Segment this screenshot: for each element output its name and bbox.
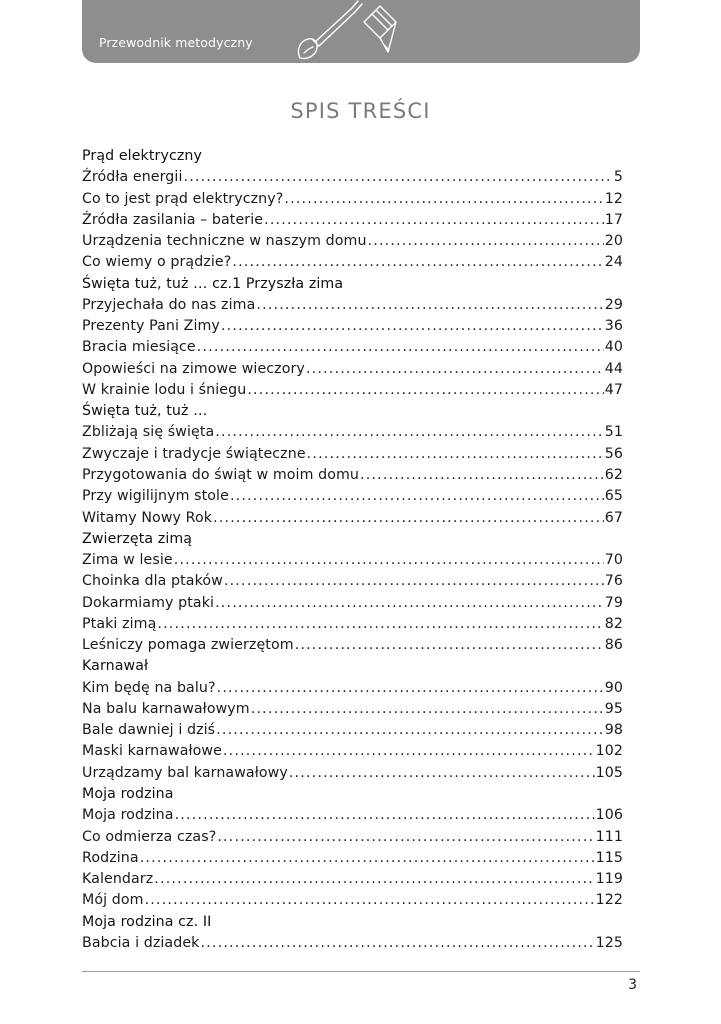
paintbrush-pencil-icon	[292, 0, 422, 63]
dot-leader	[217, 827, 594, 848]
toc-entry	[82, 550, 623, 571]
dot-leader	[232, 252, 603, 273]
entry-title: Na balu karnawałowym	[82, 700, 250, 717]
entry-page-number: 47	[604, 381, 623, 398]
entry-page-number: 102	[595, 743, 623, 760]
entry-page-number: 95	[604, 700, 623, 717]
entry-title: Maski karnawałowe	[82, 743, 222, 760]
dot-leader	[157, 614, 603, 635]
toc-section-heading	[82, 656, 623, 677]
entry-title: Przy wigilijnym stole	[82, 488, 229, 505]
entry-page-number: 115	[595, 849, 623, 866]
toc-entry	[82, 465, 623, 486]
entry-title: Urządzenia techniczne w naszym domu	[82, 233, 367, 250]
entry-page-number: 5	[613, 169, 623, 186]
entry-title: Bale dawniej i dziś	[82, 722, 216, 739]
entry-page-number: 111	[595, 828, 623, 845]
dot-leader	[145, 890, 595, 911]
entry-page-number: 67	[604, 509, 623, 526]
toc-entry	[82, 380, 623, 401]
dot-leader	[223, 741, 595, 762]
dot-leader	[368, 231, 604, 252]
toc-entry	[82, 827, 623, 848]
entry-page-number: 98	[604, 722, 623, 739]
dot-leader	[216, 720, 604, 741]
toc-entry	[82, 252, 623, 273]
entry-title: Zwyczaje i tradycje świąteczne	[82, 445, 306, 462]
toc-entry	[82, 189, 623, 210]
entry-title: Co odmierza czas?	[82, 828, 217, 845]
entry-title: Co wiemy o prądzie?	[82, 254, 232, 271]
entry-title: Źródła zasilania – baterie	[82, 211, 264, 228]
dot-leader	[284, 189, 603, 210]
toc-section-heading	[82, 146, 623, 167]
section-title: Zwierzęta zimą	[82, 530, 193, 547]
toc-entry	[82, 359, 623, 380]
entry-page-number: 79	[604, 594, 623, 611]
entry-page-number: 20	[604, 233, 623, 250]
toc-entry	[82, 593, 623, 614]
entry-title: Mój dom	[82, 892, 144, 909]
dot-leader	[215, 422, 603, 443]
footer-divider	[82, 971, 640, 972]
toc-entry	[82, 337, 623, 358]
dot-leader	[217, 678, 604, 699]
entry-title: Zbliżają się święta	[82, 424, 215, 441]
entry-title: Urządzamy bal karnawałowy	[82, 764, 288, 781]
toc-entry	[82, 848, 623, 869]
entry-title: Kalendarz	[82, 871, 154, 888]
dot-leader	[154, 869, 594, 890]
entry-title: Przygotowania do świąt w moim domu	[82, 466, 360, 483]
toc-entry	[82, 763, 623, 784]
entry-title: Prezenty Pani Zimy	[82, 318, 220, 335]
entry-title: Kim będę na balu?	[82, 679, 216, 696]
toc-entry	[82, 720, 623, 741]
toc-entry	[82, 167, 623, 188]
dot-leader	[306, 359, 604, 380]
entry-title: Bracia miesiące	[82, 339, 196, 356]
entry-page-number: 90	[604, 679, 623, 696]
entry-title: Co to jest prąd elektryczny?	[82, 190, 284, 207]
toc-entry	[82, 678, 623, 699]
dot-leader	[230, 486, 604, 507]
page-title: SPIS TREŚCI	[290, 99, 431, 123]
section-title: Święta tuż, tuż …	[82, 403, 208, 420]
toc-entry	[82, 614, 623, 635]
toc-section-heading	[82, 529, 623, 550]
entry-page-number: 12	[604, 190, 623, 207]
entry-page-number: 125	[595, 934, 623, 951]
entry-title: W krainie lodu i śniegu	[82, 381, 247, 398]
toc-entry	[82, 933, 623, 954]
section-title: Karnawał	[82, 658, 149, 675]
entry-page-number: 36	[604, 318, 623, 335]
dot-leader	[295, 635, 604, 656]
entry-page-number: 44	[604, 360, 623, 377]
dot-leader	[140, 848, 595, 869]
entry-page-number: 70	[604, 552, 623, 569]
toc-entry	[82, 422, 623, 443]
dot-leader	[183, 167, 612, 188]
toc-entry	[82, 699, 623, 720]
section-title: Święta tuż, tuż … cz.1 Przyszła zima	[82, 275, 344, 292]
toc-entry	[82, 486, 623, 507]
toc-section-heading	[82, 912, 623, 933]
section-title: Moja rodzina	[82, 785, 174, 802]
entry-title: Zima w lesie	[82, 552, 173, 569]
dot-leader	[264, 210, 604, 231]
toc-entry	[82, 890, 623, 911]
entry-title: Źródła energii	[82, 169, 183, 186]
dot-leader	[224, 571, 604, 592]
header-title: Przewodnik metodyczny	[99, 35, 253, 50]
entry-title: Babcia i dziadek	[82, 934, 200, 951]
entry-title: Witamy Nowy Rok	[82, 509, 213, 526]
entry-page-number: 76	[604, 573, 623, 590]
dot-leader	[200, 933, 594, 954]
dot-leader	[307, 444, 604, 465]
entry-title: Choinka dla ptaków	[82, 573, 223, 590]
entry-title: Opowieści na zimowe wieczory	[82, 360, 305, 377]
dot-leader	[175, 805, 595, 826]
toc-entry	[82, 231, 623, 252]
toc-entry	[82, 571, 623, 592]
toc-entry	[82, 316, 623, 337]
header-bar	[82, 0, 640, 63]
entry-page-number: 56	[604, 445, 623, 462]
toc-section-heading	[82, 274, 623, 295]
entry-page-number: 119	[595, 871, 623, 888]
entry-page-number: 24	[604, 254, 623, 271]
table-of-contents	[82, 146, 623, 954]
dot-leader	[213, 508, 604, 529]
entry-page-number: 29	[604, 296, 623, 313]
toc-section-heading	[82, 401, 623, 422]
dot-leader	[174, 550, 604, 571]
toc-entry	[82, 444, 623, 465]
entry-page-number: 122	[595, 892, 623, 909]
toc-entry	[82, 869, 623, 890]
entry-title: Dokarmiamy ptaki	[82, 594, 215, 611]
toc-entry	[82, 741, 623, 762]
entry-page-number: 17	[604, 211, 623, 228]
entry-page-number: 86	[604, 637, 623, 654]
toc-entry	[82, 295, 623, 316]
entry-page-number: 105	[595, 764, 623, 781]
dot-leader	[221, 316, 604, 337]
dot-leader	[360, 465, 604, 486]
toc-entry	[82, 210, 623, 231]
toc-entry	[82, 805, 623, 826]
entry-page-number: 106	[595, 807, 623, 824]
dot-leader	[247, 380, 603, 401]
entry-title: Przyjechała do nas zima	[82, 296, 256, 313]
dot-leader	[215, 593, 604, 614]
section-title: Prąd elektryczny	[82, 148, 202, 164]
entry-title: Leśniczy pomaga zwierzętom	[82, 637, 294, 654]
entry-title: Moja rodzina	[82, 807, 174, 824]
dot-leader	[197, 337, 604, 358]
page-number: 3	[628, 977, 637, 993]
entry-page-number: 62	[604, 466, 623, 483]
entry-page-number: 82	[604, 615, 623, 632]
entry-page-number: 51	[604, 424, 623, 441]
entry-title: Ptaki zimą	[82, 615, 157, 632]
entry-page-number: 40	[604, 339, 623, 356]
entry-title: Rodzina	[82, 849, 139, 866]
entry-page-number: 65	[604, 488, 623, 505]
toc-section-heading	[82, 784, 623, 805]
dot-leader	[251, 699, 604, 720]
toc-entry	[82, 508, 623, 529]
toc-entry	[82, 635, 623, 656]
dot-leader	[256, 295, 603, 316]
section-title: Moja rodzina cz. II	[82, 913, 212, 930]
dot-leader	[289, 763, 595, 784]
